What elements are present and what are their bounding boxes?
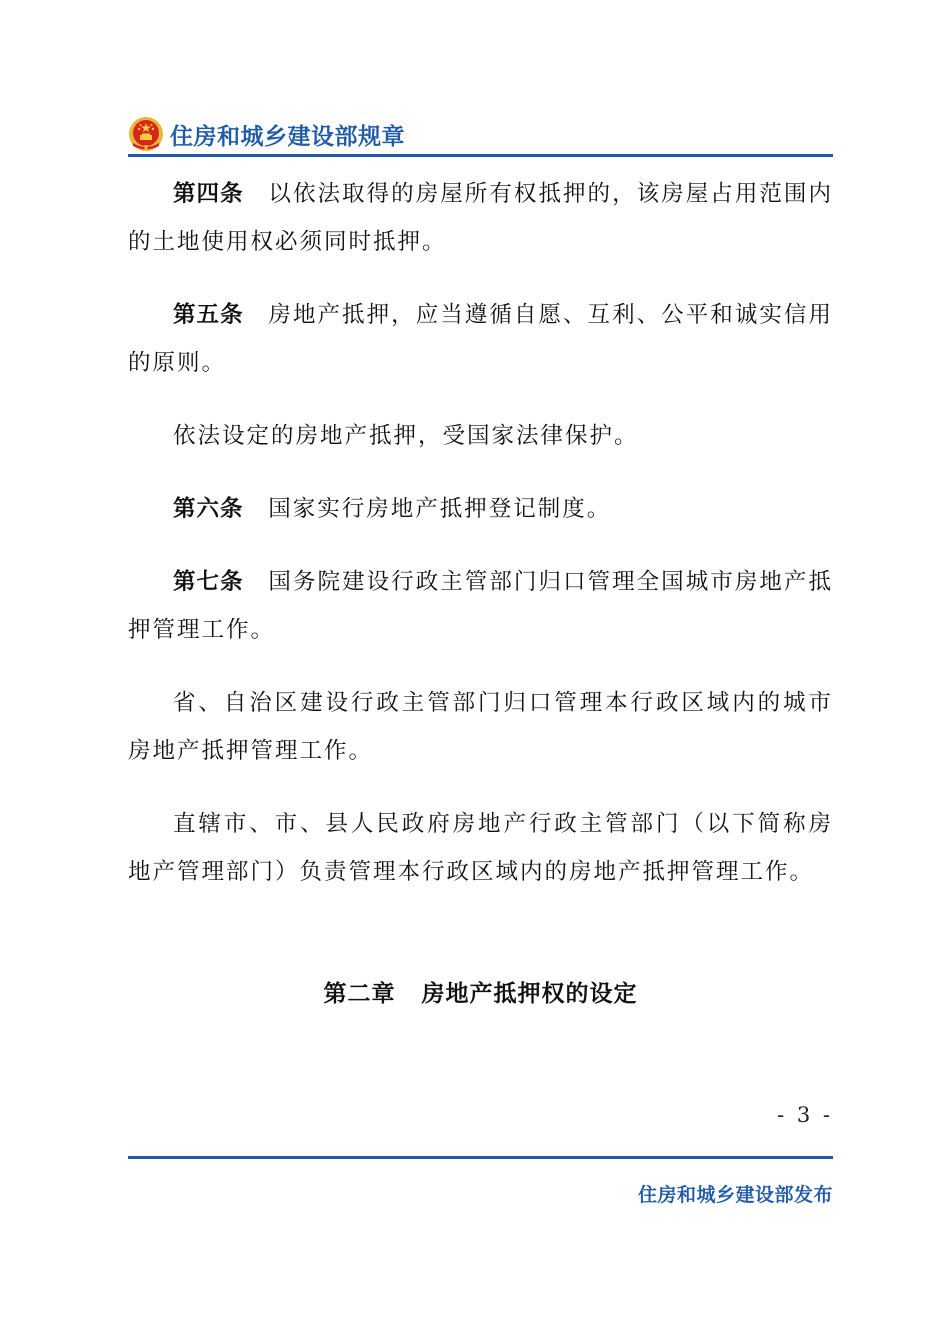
article-paragraph [128,558,833,654]
article-text: 以依法取得的房屋所有权抵押的，该房屋占用范围内的土地使用权必须同时抵押。 [128,181,833,255]
chapter-title: 房地产抵押权的设定 [421,981,638,1007]
article-text: 国家实行房地产抵押登记制度。 [268,496,612,522]
chapter-number: 第二章 [323,981,396,1007]
chapter-heading [128,975,833,1008]
article-text: 直辖市、市、县人民政府房地产行政主管部门（以下简称房地产管理部门）负责管理本行政区域内的房地产抵押管理工作。 [128,811,833,885]
article-text: 依法设定的房地产抵押，受国家法律保护。 [173,423,639,449]
article-paragraph [128,291,833,387]
national-emblem-icon [128,116,164,152]
header-divider [128,154,833,157]
article-label: 第六条 [173,496,244,522]
article-paragraph [128,800,833,896]
article-text: 国务院建设行政主管部门归口管理全国城市房地产抵押管理工作。 [128,569,833,643]
article-paragraph [128,679,833,775]
footer-divider [128,1156,833,1159]
document-body [128,170,833,921]
article-label: 第四条 [173,181,244,207]
article-text: 省、自治区建设行政主管部门归口管理本行政区域内的城市房地产抵押管理工作。 [128,690,833,764]
article-label: 第五条 [173,302,244,328]
article-text: 房地产抵押，应当遵循自愿、互利、公平和诚实信用的原则。 [128,302,833,376]
article-paragraph [128,412,833,460]
page-number: - 3 - [777,1103,833,1127]
article-paragraph [128,485,833,533]
article-label: 第七条 [173,569,244,595]
page-header [128,112,405,156]
header-title: 住房和城乡建设部规章 [170,123,405,150]
footer-publisher: 住房和城乡建设部发布 [637,1184,833,1206]
article-paragraph [128,170,833,266]
